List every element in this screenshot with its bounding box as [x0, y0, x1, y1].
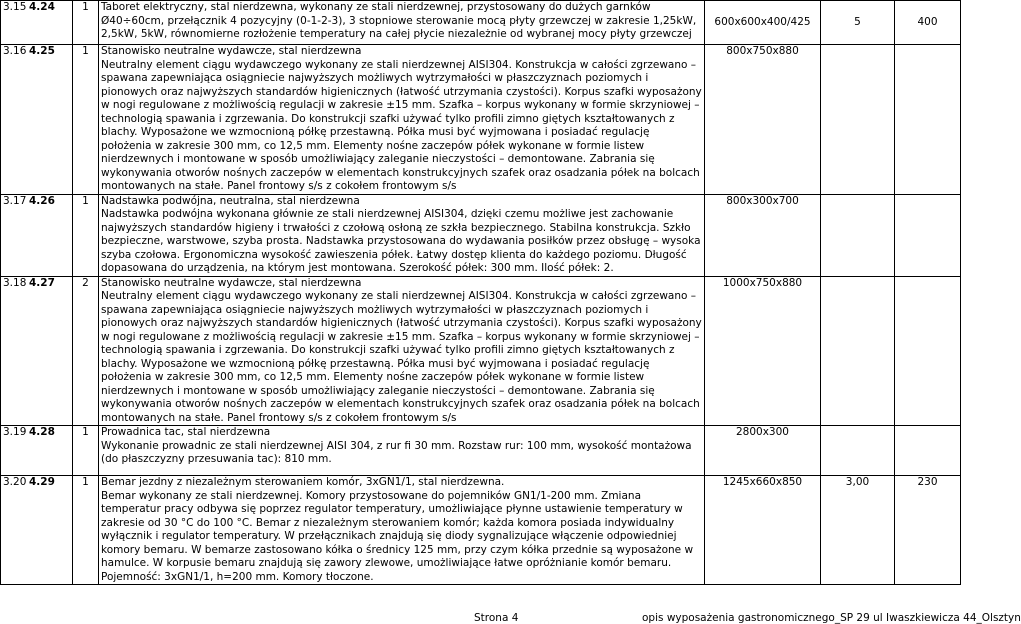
table-row — [1, 45, 961, 195]
item-description — [99, 426, 705, 476]
item-title: Stanowisko neutralne wydawcze, stal nierdzewna — [101, 45, 362, 57]
item-quantity: 1 — [73, 476, 99, 585]
item-dimensions: 1000x750x880 — [705, 276, 821, 426]
item-total — [895, 276, 961, 426]
item-body: Wykonanie prowadnic ze stali nierdzewnej AISI 304, z rur fi 30 mm. Rozstaw rur: 100 mm, wysokość montażowa (do płaszczyzny przesuwania tac): 810 mm. — [101, 439, 692, 465]
item-description — [99, 45, 705, 195]
item-reference: 4.26 — [29, 194, 55, 207]
item-reference: 4.25 — [29, 45, 55, 57]
item-price: 3,00 — [821, 476, 895, 585]
item-quantity: 1 — [73, 1, 99, 45]
item-price — [821, 45, 895, 195]
item-dimensions: 800x300x700 — [705, 194, 821, 276]
item-total — [895, 194, 961, 276]
item-dimensions: 600x600x400/425 — [705, 1, 821, 45]
table-row — [1, 276, 961, 426]
item-dimensions: 800x750x880 — [705, 45, 821, 195]
item-number: 3.17 — [3, 194, 27, 207]
item-number: 3.15 — [3, 1, 27, 13]
item-description — [99, 1, 705, 45]
item-quantity: 1 — [73, 426, 99, 476]
item-quantity: 1 — [73, 45, 99, 195]
item-number-cell — [1, 276, 73, 426]
item-reference: 4.28 — [29, 426, 55, 438]
item-dimensions: 1245x660x850 — [705, 476, 821, 585]
item-title: Bemar jezdny z niezależnym sterowaniem komór, 3xGN1/1, stal nierdzewna. — [101, 476, 505, 488]
item-body: Neutralny element ciągu wydawczego wykonany ze stali nierdzewnej AISI304. Konstrukcja w całości zgrzewano – spawana zapewniająca osiągniecie najwyższych możliwych wytrzymałości w płaszczyznach poziomych i pionowych oraz najwyższych standardów higienicznych (łatwość utrzymania czystości). Korpus szafki wyposażony w nogi regulowane z możliwością regulacji w zakresie ±15 mm. Szafka – korpus wykonany w formie skrzyniowej – technologią spawania i zgrzewania. Do konstrukcji szafki używać tylko profili zimno giętych kształtowanych z blachy. Wyposażone we wzmocnioną półkę przestawną. Półka musi być wyjmowana i posiadać regulację położenia w zakresie 300 mm, co 12,5 mm. Elementy nośne zaczepów półek wykonane w formie listew nierdzewnych i montowane w sposób umożliwiający zaleganie nieczystości – demontowane. Zabrania się wykonywania otworów nośnych zaczepów w elementach konstrukcyjnych szafek oraz osadzania półek na bolcach montowanych na stałe. Panel frontowy s/s z cokołem frontowym s/s — [101, 290, 702, 424]
item-reference: 4.24 — [29, 1, 55, 13]
table-row — [1, 194, 961, 276]
item-title: Stanowisko neutralne wydawcze, stal nierdzewna — [101, 276, 362, 289]
item-price — [821, 194, 895, 276]
equipment-rows — [1, 1, 961, 585]
item-price: 5 — [821, 1, 895, 45]
item-body: Nadstawka podwójna wykonana głównie ze stali nierdzewnej AISI304, dzięki czemu możliwe jest zachowanie najwyższych standardów higieny i trwałości z czołową osłoną ze szkła bezpiecznego. Stabilna konstrukcja. Szkło bezpieczne, warstwowe, szyba prosta. Nadstawka przystosowana do wydawania posiłków przez obsługę – wysoka szyba czołowa. Ergonomiczna wysokość zawieszenia półek. Łatwy dostęp klienta do każdego poziomu. Długość dopasowana do urządzenia, na którym jest montowana. Szerokość półek: 300 mm. Ilość półek: 2. — [101, 208, 701, 274]
table-row — [1, 426, 961, 476]
item-description — [99, 194, 705, 276]
item-total: 400 — [895, 1, 961, 45]
table-row — [1, 476, 961, 585]
item-reference: 4.29 — [29, 476, 55, 488]
item-number-cell — [1, 476, 73, 585]
item-number-cell — [1, 45, 73, 195]
item-number-cell — [1, 1, 73, 45]
item-description — [99, 276, 705, 426]
item-title: Nadstawka podwójna, neutralna, stal nierdzewna — [101, 194, 360, 207]
footer-page-number: Strona 4 — [474, 612, 519, 624]
item-title: Prowadnica tac, stal nierdzewna — [101, 426, 271, 438]
item-price — [821, 426, 895, 476]
item-body: Bemar wykonany ze stali nierdzewnej. Komory przystosowane do pojemników GN1/1-200 mm. Zmiana temperatur pracy odbywa się poprzez regulator temperatury, umożliwiające płynne ustawienie temperatury w zakresie od 30 °C do 100 °C. Bemar z niezależnym sterowaniem komór; każda komora posiada indywidualny wyłącznik i regulator temperatury. W przełącznikach znajdują się diody sygnalizujące włączenie odpowiedniej komory bemaru. W bemarze zastosowano kółka o średnicy 125 mm, przy czym kółka przednie są wyposażone w hamulce. W korpusie bemaru znajdują się zawory zlewowe, umożliwiające łatwe opróżnianie komór bemaru. Pojemność: 3xGN1/1, h=200 mm. Komory tłoczone. — [101, 489, 694, 583]
item-number: 3.20 — [3, 476, 27, 488]
item-number: 3.18 — [3, 276, 27, 289]
item-number: 3.19 — [3, 426, 27, 438]
item-quantity: 1 — [73, 194, 99, 276]
item-reference: 4.27 — [29, 276, 55, 289]
table-row — [1, 1, 961, 45]
item-body: Neutralny element ciągu wydawczego wykonany ze stali nierdzewnej AISI304. Konstrukcja w całości zgrzewano – spawana zapewniająca osiągniecie najwyższych możliwych wytrzymałości w płaszczyznach poziomych i pionowych oraz najwyższych standardów higienicznych (łatwość utrzymania czystości). Korpus szafki wyposażony w nogi regulowane z możliwością regulacji w zakresie ±15 mm. Szafka – korpus wykonany w formie skrzyniowej – technologią spawania i zgrzewania. Do konstrukcji szafki używać tylko profili zimno giętych kształtowanych z blachy. Wyposażone we wzmocnioną półkę przestawną. Półka musi być wyjmowana i posiadać regulację położenia w zakresie 300 mm, co 12,5 mm. Elementy nośne zaczepów półek wykonane w formie listew nierdzewnych i montowane w sposób umożliwiający zaleganie nieczystości – demontowane. Zabrania się wykonywania otworów nośnych zaczepów w elementach konstrukcyjnych szafek oraz osadzania półek na bolcach montowanych na stałe. Panel frontowy s/s z cokołem frontowym s/s — [101, 58, 702, 192]
item-number-cell — [1, 194, 73, 276]
item-price — [821, 276, 895, 426]
item-total: 230 — [895, 476, 961, 585]
item-body: Taboret elektryczny, stal nierdzewna, wykonany ze stali nierdzewnej, przystosowany do dużych garnków Ø40÷60cm, przełącznik 4 pozycyjny (0-1-2-3), 3 stopniowe sterowanie mocą płyty grzewczej w zakresie 1,25kW, 2,5kW, 5kW, równomierne rozłożenie temperatury na całej płycie niezależnie od wybranej mocy płyty grzewczej — [101, 1, 697, 40]
item-dimensions: 2800x300 — [705, 426, 821, 476]
item-total — [895, 45, 961, 195]
item-quantity: 2 — [73, 276, 99, 426]
item-description — [99, 476, 705, 585]
footer-file-name: opis wyposażenia gastronomicznego_SP 29 ul Iwaszkiewicza 44_Olsztyn — [642, 612, 1021, 624]
item-total — [895, 426, 961, 476]
item-number: 3.16 — [3, 45, 27, 57]
item-number-cell — [1, 426, 73, 476]
